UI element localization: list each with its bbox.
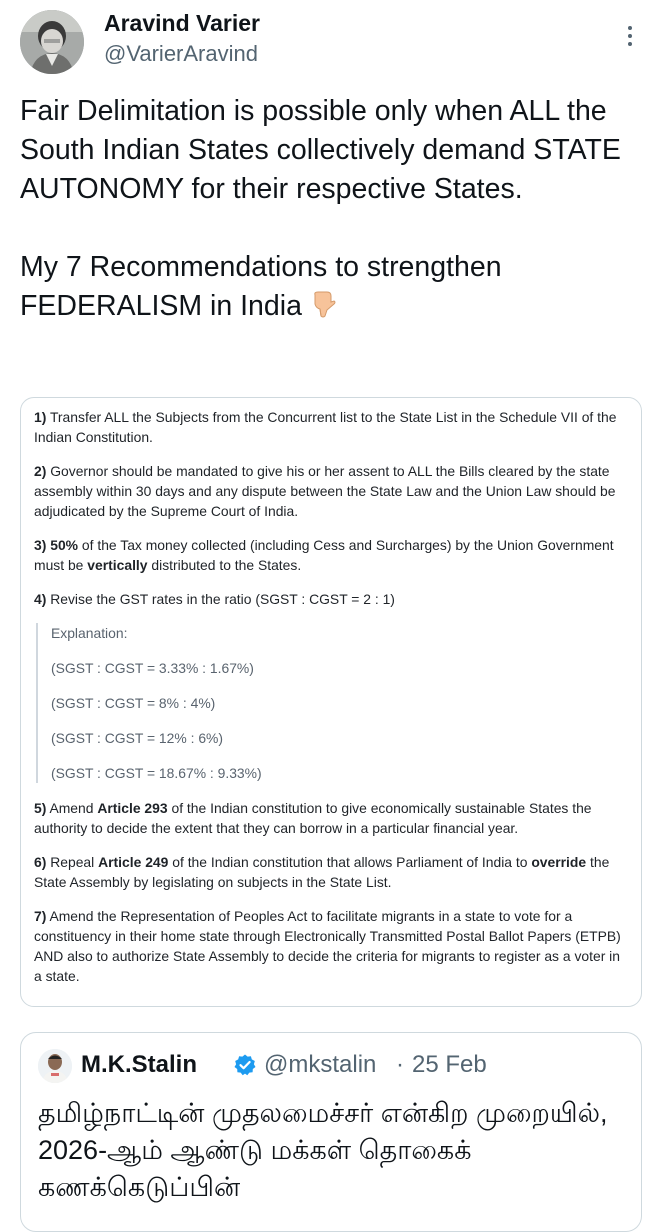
item-text: of the Indian constitution to give economically sustainable States the authority to decide the extent that they can borrow in a particular financial year.	[34, 800, 592, 836]
quoted-author-name[interactable]: M.K.Stalin	[81, 1051, 198, 1078]
author-name[interactable]: Aravind Varier	[104, 10, 260, 36]
tweet-header	[0, 0, 663, 90]
recommendation-item	[34, 407, 625, 447]
item-number: 1)	[34, 409, 47, 425]
item-text: Amend the Representation of Peoples Act to facilitate migrants in a state to vote for a constituency in their home state through Electronically Transmitted Postal Ballot Papers (ETPB) AND also to authorize State Assembly to decide the criteria for migrants to register as a voter in a state.	[34, 908, 621, 984]
recommendation-item	[34, 589, 625, 609]
profile-photo-icon	[20, 10, 84, 74]
more-dot	[628, 42, 632, 46]
item-text: Governor should be mandated to give his or her assent to ALL the Bills cleared by the state assembly within 30 days and any dispute between the State Law and the Union Law should be adjudicated by the Supreme Court of India.	[34, 463, 616, 519]
verified-badge-icon	[233, 1053, 257, 1077]
item-bold: vertically	[87, 557, 148, 573]
recommendation-item	[34, 852, 625, 892]
author-handle[interactable]: @VarierAravind	[104, 41, 258, 66]
recommendations-image[interactable]	[20, 397, 642, 1007]
profile-photo-icon	[38, 1049, 72, 1083]
item-text: Amend	[46, 800, 98, 816]
recommendation-item	[34, 461, 625, 521]
recommendation-item	[34, 906, 625, 986]
tweet-paragraph: Fair Delimitation is possible only when ALL the South Indian States collectively demand STATE AUTONOMY for their respective States.	[20, 95, 621, 205]
more-dot	[628, 34, 632, 38]
item-text: the State Assembly by legislating on subjects in the State List.	[34, 854, 610, 890]
quoted-author-handle[interactable]: @mkstalin	[264, 1051, 377, 1078]
explanation-line: (SGST : CGST = 3.33% : 1.67%)	[51, 660, 254, 676]
explanation-line: (SGST : CGST = 18.67% : 9.33%)	[51, 765, 262, 781]
tweet-text	[20, 92, 645, 330]
quoted-tweet-text: தமிழ்நாட்டின் முதலமைச்சர் என்கிற முறையில், 2026-ஆம் ஆண்டு மக்கள் தொகைக் கணக்கெடுப்பின்	[38, 1098, 608, 1202]
item-text: Repeal	[46, 854, 99, 870]
item-text: Revise the GST rates in the ratio (SGST : CGST = 2 : 1)	[46, 591, 395, 607]
explanation-block	[36, 623, 625, 783]
explanation-line: (SGST : CGST = 12% : 6%)	[51, 730, 224, 746]
item-bold: Article 249	[98, 854, 169, 870]
item-bold: 50%	[46, 537, 79, 553]
item-number: 3)	[34, 537, 47, 553]
explanation-title: Explanation:	[51, 625, 128, 641]
quoted-tweet-date[interactable]: 25 Feb	[412, 1051, 487, 1078]
more-dot	[628, 26, 632, 30]
item-number: 4)	[34, 591, 47, 607]
author-avatar[interactable]	[20, 10, 84, 74]
separator-dot: ·	[396, 1051, 404, 1078]
quoted-author-avatar[interactable]	[38, 1049, 72, 1083]
item-number: 7)	[34, 908, 47, 924]
pointing-down-icon	[308, 289, 338, 330]
item-text: of the Indian constitution that allows Parliament of India to	[168, 854, 532, 870]
quoted-tweet[interactable]	[20, 1032, 642, 1232]
item-number: 2)	[34, 463, 47, 479]
tweet-paragraph-2	[20, 248, 645, 330]
tweet-paragraph-text: My 7 Recommendations to strengthen FEDERALISM in India	[20, 251, 502, 322]
explanation-line: (SGST : CGST = 8% : 4%)	[51, 695, 216, 711]
recommendation-item	[34, 535, 625, 575]
item-number: 5)	[34, 800, 47, 816]
item-text: Transfer ALL the Subjects from the Concurrent list to the State List in the Schedule VII of the Indian Constitution.	[34, 409, 617, 445]
item-bold: Article 293	[97, 800, 168, 816]
item-text: distributed to the States.	[147, 557, 302, 573]
item-number: 6)	[34, 854, 47, 870]
recommendation-item	[34, 798, 625, 838]
item-bold: override	[531, 854, 587, 870]
item-text: of the Tax money collected (including Cess and Surcharges) by the Union Government must be	[34, 537, 614, 573]
more-vertical-icon[interactable]	[618, 16, 642, 56]
